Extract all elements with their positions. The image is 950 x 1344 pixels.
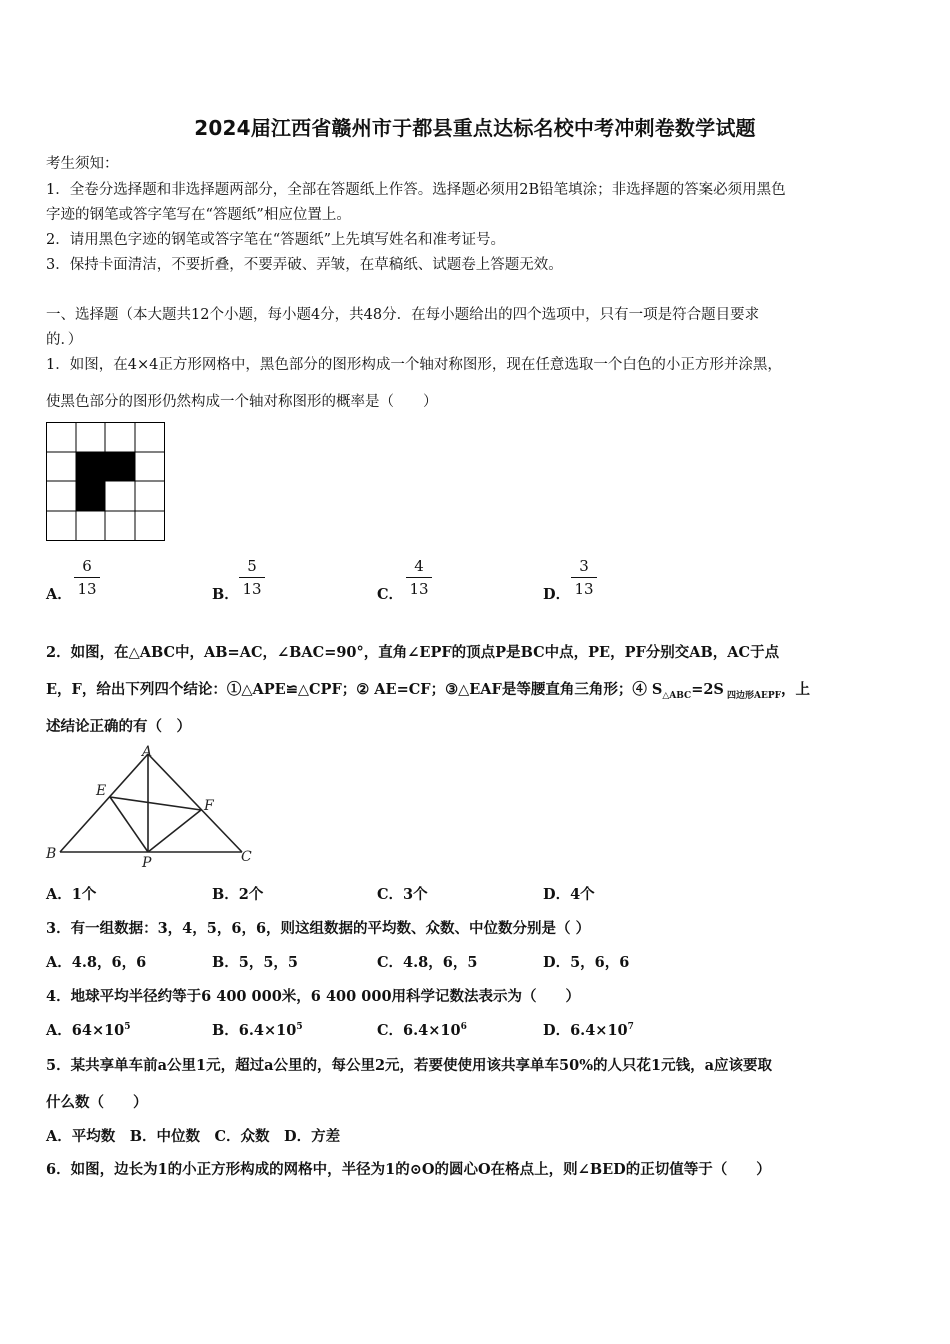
section-heading: 一、选择题（本大题共12个小题，每小题4分，共48分．在每小题给出的四个选项中，只有一项是符合题目要求 xyxy=(46,307,760,323)
notice-item: 1．全卷分选择题和非选择题两部分，全部在答题纸上作答。选择题必须用2B铅笔填涂；非选择题的答案必须用黑色 xyxy=(46,182,786,198)
option-a-label[interactable]: A． xyxy=(46,586,72,603)
option-b[interactable]: B．2个 xyxy=(212,886,264,903)
label-b: B xyxy=(46,846,57,862)
label-f: F xyxy=(204,798,214,814)
option-b-label[interactable]: B． xyxy=(212,586,239,603)
question-5-text: 5．某共享单车前a公里1元，超过a公里的，每公里2元，若要使使用该共享单车50%的人只花1元钱，a应该要取 xyxy=(46,1057,772,1074)
segment-ef xyxy=(110,797,201,810)
option-c[interactable]: C．3个 xyxy=(377,886,428,903)
question-4-text: 4．地球平均半径约等于6 400 000米，6 400 000用科学记数法表示为（ ） xyxy=(46,988,581,1005)
page-title: 2024届江西省赣州市于都县重点达标名校中考冲刺卷数学试题 xyxy=(194,116,756,140)
section-heading-cont: 的．） xyxy=(46,332,83,348)
option-c-fraction: 4 13 xyxy=(404,556,434,599)
question-6-text: 6．如图，边长为1的小正方形构成的网格中，半径为1的⊙O的圆心O在格点上，则∠BED的正切值等于（ ） xyxy=(46,1161,771,1178)
question-1-text: 1．如图，在4×4正方形网格中，黑色部分的图形构成一个轴对称图形，现在任意选取一个白色的小正方形并涂黑， xyxy=(46,357,782,373)
question-2-text-cont: E，F，给出下列四个结论：①△APE≌△CPF；② AE=CF；③△EAF是等腰直角三角形；④ $S_{\triangle ABC}=2S$ $_{四边形AEPF}$，上 xyxy=(46,681,811,701)
label-a: A xyxy=(142,744,153,760)
option-a[interactable]: A．4.8，6，6 xyxy=(46,954,147,971)
notice-item: 2．请用黑色字迹的钢笔或答字笔在“答题纸”上先填写姓名和准考证号。 xyxy=(46,232,506,248)
option-d[interactable]: D．5，6，6 xyxy=(543,954,630,971)
option-d-fraction: 3 13 xyxy=(569,556,599,599)
segment-fp xyxy=(148,810,201,852)
option-d[interactable]: D．4个 xyxy=(543,886,595,903)
question-2-triangle-figure xyxy=(44,744,259,872)
black-cell xyxy=(76,452,135,481)
notice-item: 字迹的钢笔或答字笔写在“答题纸”相应位置上。 xyxy=(46,207,351,223)
question-1-grid-figure xyxy=(46,422,166,542)
question-3-text: 3．有一组数据：3，4，5，6，6，则这组数据的平均数、众数、中位数分别是（ ） xyxy=(46,920,591,937)
option-c[interactable]: C．$6.4\times 10^6$ xyxy=(377,1022,467,1039)
option-a-fraction: 6 13 xyxy=(72,556,102,599)
notice-heading: 考生须知： xyxy=(46,156,119,172)
black-cell xyxy=(76,481,105,511)
question-2-text: 2．如图，在△ABC中，AB=AC，∠BAC=90°，直角∠EPF的顶点P是BC中点，PE，PF分别交AB，AC于点 xyxy=(46,644,780,661)
option-b[interactable]: B．5，5，5 xyxy=(212,954,299,971)
label-e: E xyxy=(96,783,107,799)
segment-ab xyxy=(60,754,148,852)
option-c[interactable]: C．4.8，6，5 xyxy=(377,954,478,971)
option-a[interactable]: A．$64\times 10^5$ xyxy=(46,1022,131,1039)
question-1-text-cont: 使黑色部分的图形仍然构成一个轴对称图形的概率是（ ） xyxy=(46,394,438,410)
option-d-label[interactable]: D． xyxy=(543,586,571,603)
option-d[interactable]: D．$6.4\times 10^7$ xyxy=(543,1022,634,1039)
question-5-options[interactable]: A．平均数 B．中位数 C．众数 D．方差 xyxy=(46,1128,341,1145)
option-b-fraction: 5 13 xyxy=(237,556,267,599)
notice-item: 3．保持卡面清洁，不要折叠，不要弄破、弄皱，在草稿纸、试题卷上答题无效。 xyxy=(46,257,563,273)
label-c: C xyxy=(241,849,252,865)
question-5-text-cont: 什么数（ ） xyxy=(46,1094,148,1111)
segment-ep xyxy=(110,797,148,852)
question-2-text-cont: 述结论正确的有（ ） xyxy=(46,718,191,735)
option-a[interactable]: A．1个 xyxy=(46,886,97,903)
segment-ac xyxy=(148,754,242,852)
option-b[interactable]: B．$6.4\times 10^5$ xyxy=(212,1022,303,1039)
option-c-label[interactable]: C． xyxy=(377,586,404,603)
label-p: P xyxy=(142,855,152,871)
